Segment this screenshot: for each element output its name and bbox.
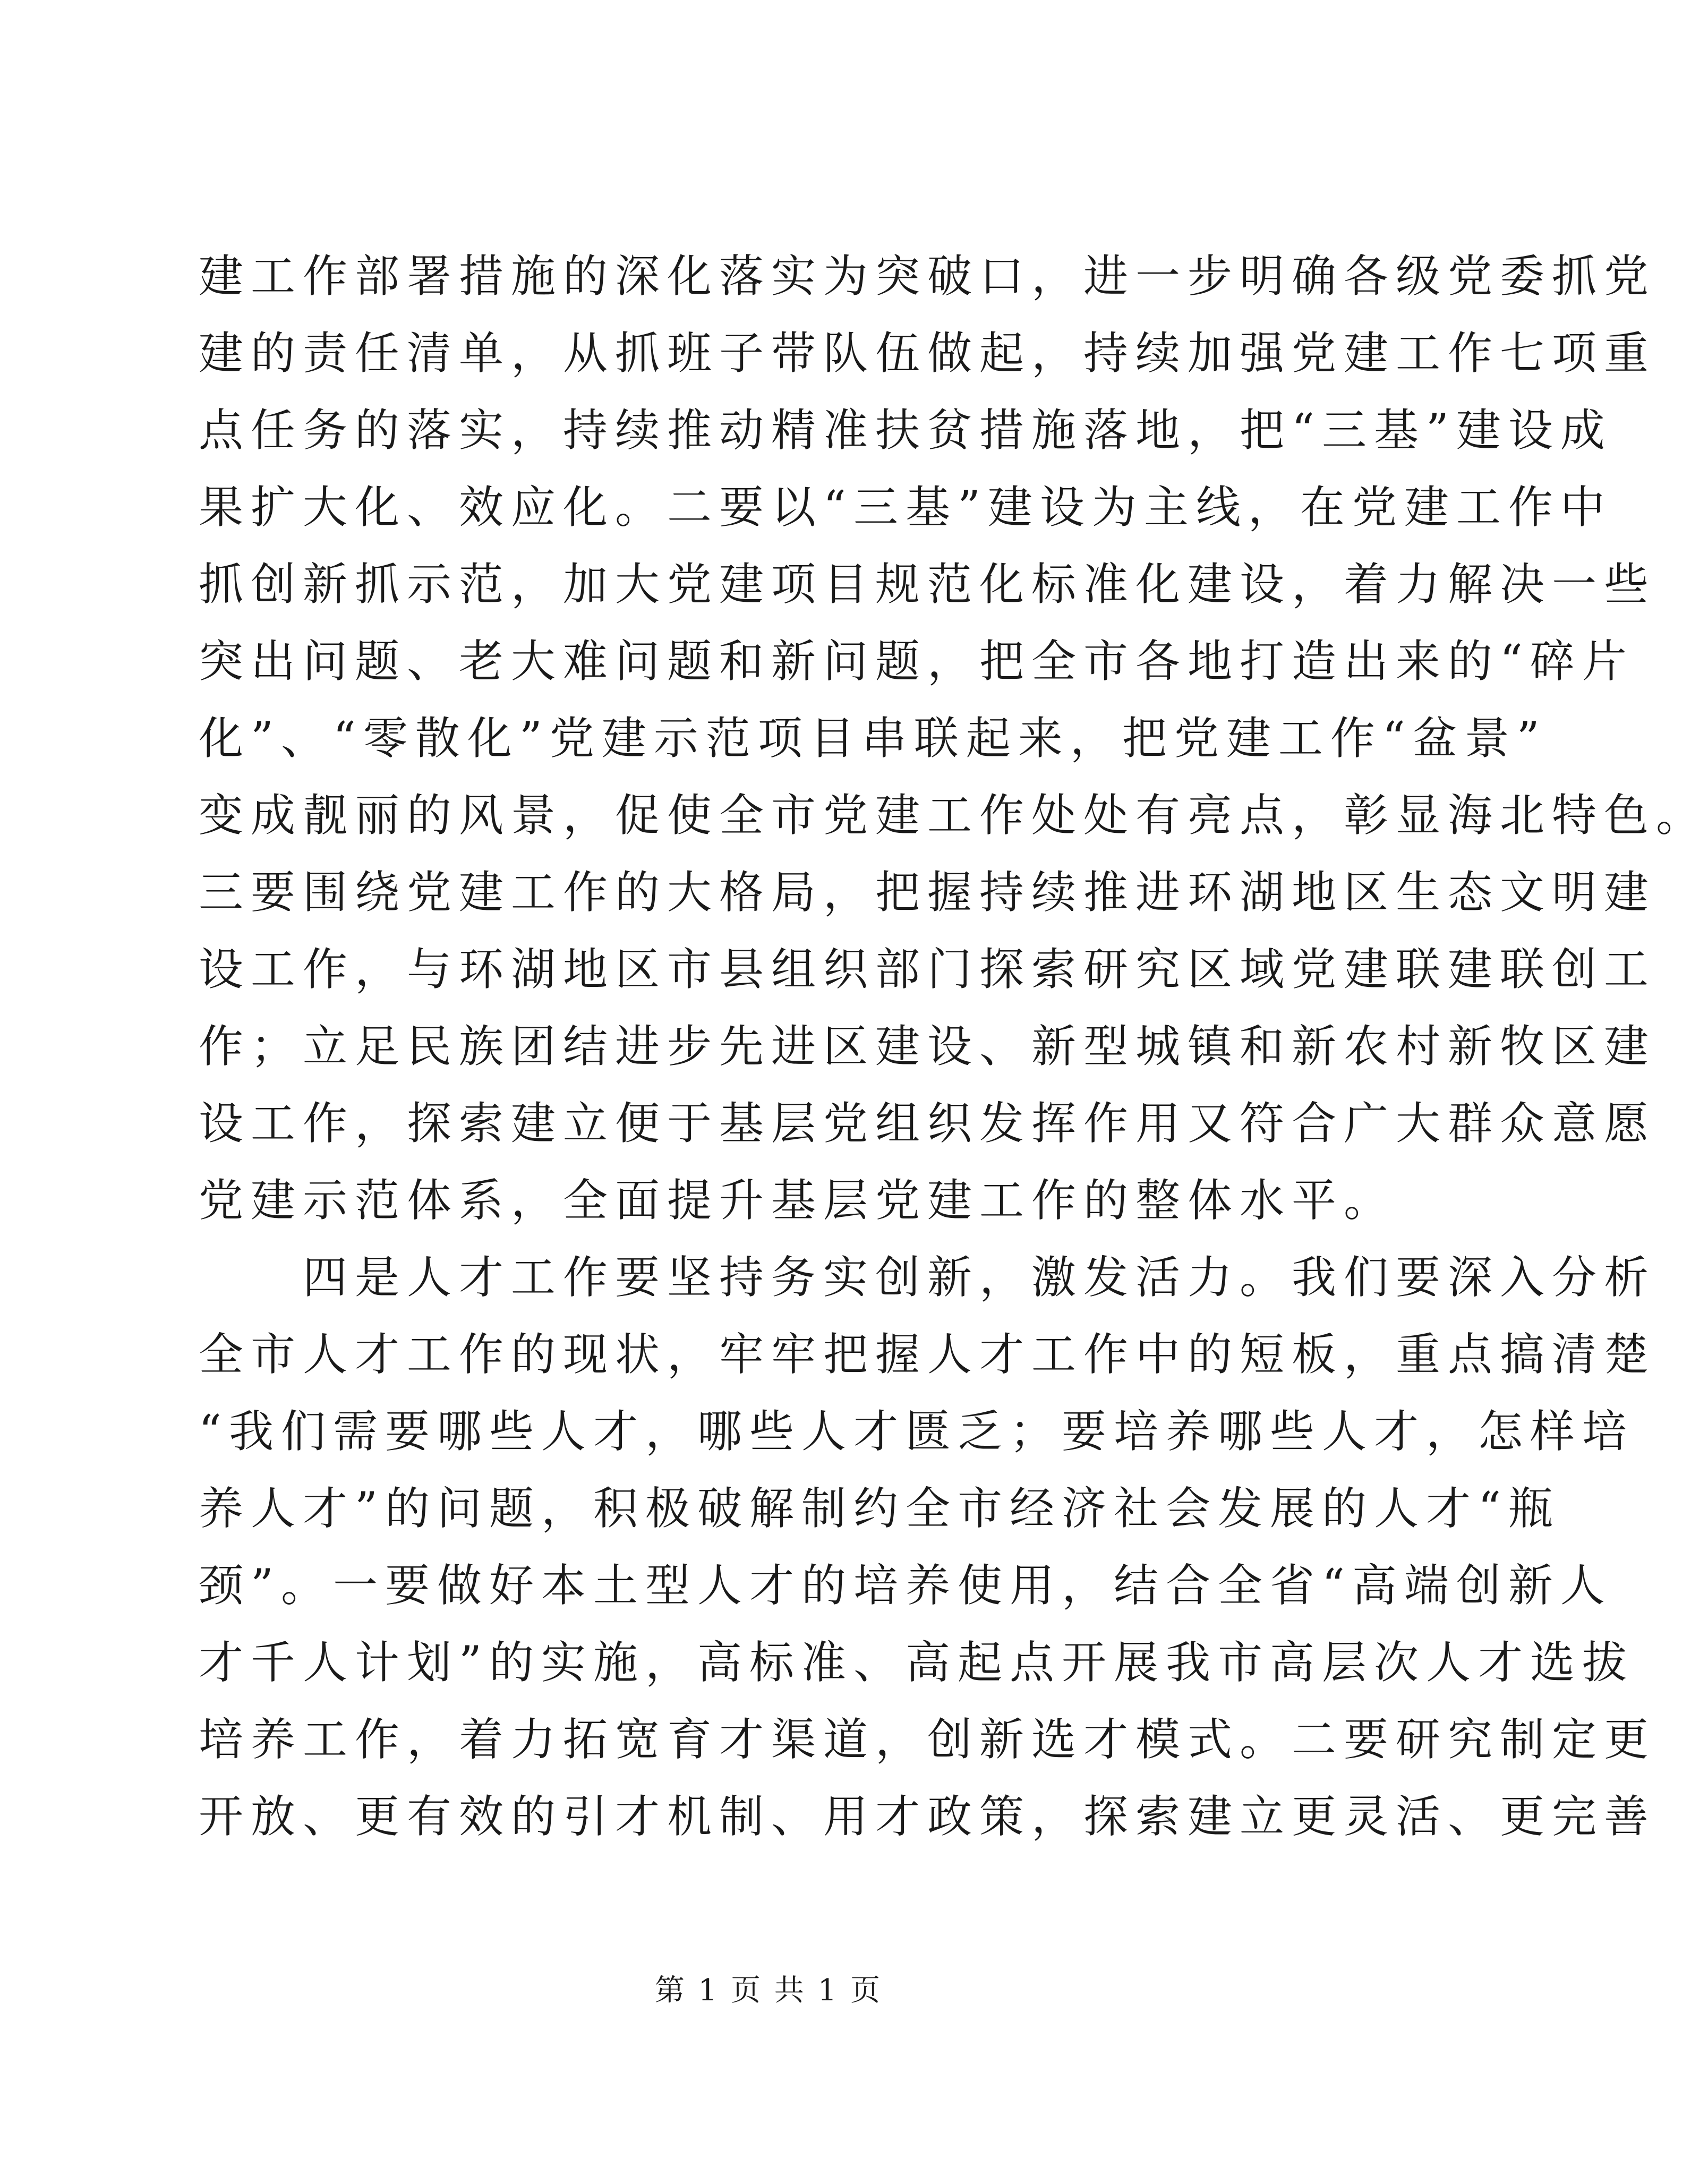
text-line: 化”、“零散化”党建示范项目串联起来，把党建工作“盆景” [199,712,1547,764]
text-line: 作；立足民族团结进步先进区建设、新型城镇和新农村新牧区建 [199,1020,1656,1072]
text-line: 点任务的落实，持续推动精准扶贫措施落地，把“三基”建设成 [199,404,1612,456]
text-line: 颈”。一要做好本土型人才的培养使用，结合全省“高端创新人 [199,1559,1612,1612]
text-line: 变成靓丽的风景，促使全市党建工作处处有亮点，彰显海北特色。 [199,789,1708,841]
text-line: 三要围绕党建工作的大格局，把握持续推进环湖地区生态文明建 [199,866,1656,918]
text-line: 培养工作，着力拓宽育才渠道，创新选才模式。二要研究制定更 [199,1713,1656,1766]
text-line: 突出问题、老大难问题和新问题，把全市各地打造出来的“碎片 [199,635,1634,687]
text-line: 果扩大化、效应化。二要以“三基”建设为主线，在党建工作中 [199,481,1612,533]
page-footer: 第 1 页 共 1 页 [654,1973,883,2008]
text-line: 才千人计划”的实施，高标准、高起点开展我市高层次人才选拔 [199,1636,1634,1689]
text-line: 设工作，与环湖地区市县组织部门探索研究区域党建联建联创工 [199,943,1656,995]
paragraph-first-line: 四是人才工作要坚持务实创新，激发活力。我们要深入分析 [303,1251,1656,1303]
text-line: 抓创新抓示范，加大党建项目规范化标准化建设，着力解决一些 [199,558,1656,610]
text-line: 党建示范体系，全面提升基层党建工作的整体水平。 [199,1174,1396,1226]
text-line: 设工作，探索建立便于基层党组织发挥作用又符合广大群众意愿 [199,1097,1656,1149]
text-line: 养人才”的问题，积极破解制约全市经济社会发展的人才“瓶 [199,1482,1560,1534]
text-line: “我们需要哪些人才，哪些人才匮乏；要培养哪些人才，怎样培 [199,1405,1634,1457]
text-line: 全市人才工作的现状，牢牢把握人才工作中的短板，重点搞清楚 [199,1328,1656,1380]
text-line: 开放、更有效的引才机制、用才政策，探索建立更灵活、更完善 [199,1791,1656,1843]
text-line: 建的责任清单，从抓班子带队伍做起，持续加强党建工作七项重 [199,327,1656,379]
text-line: 建工作部署措施的深化落实为突破口，进一步明确各级党委抓党 [199,250,1656,302]
